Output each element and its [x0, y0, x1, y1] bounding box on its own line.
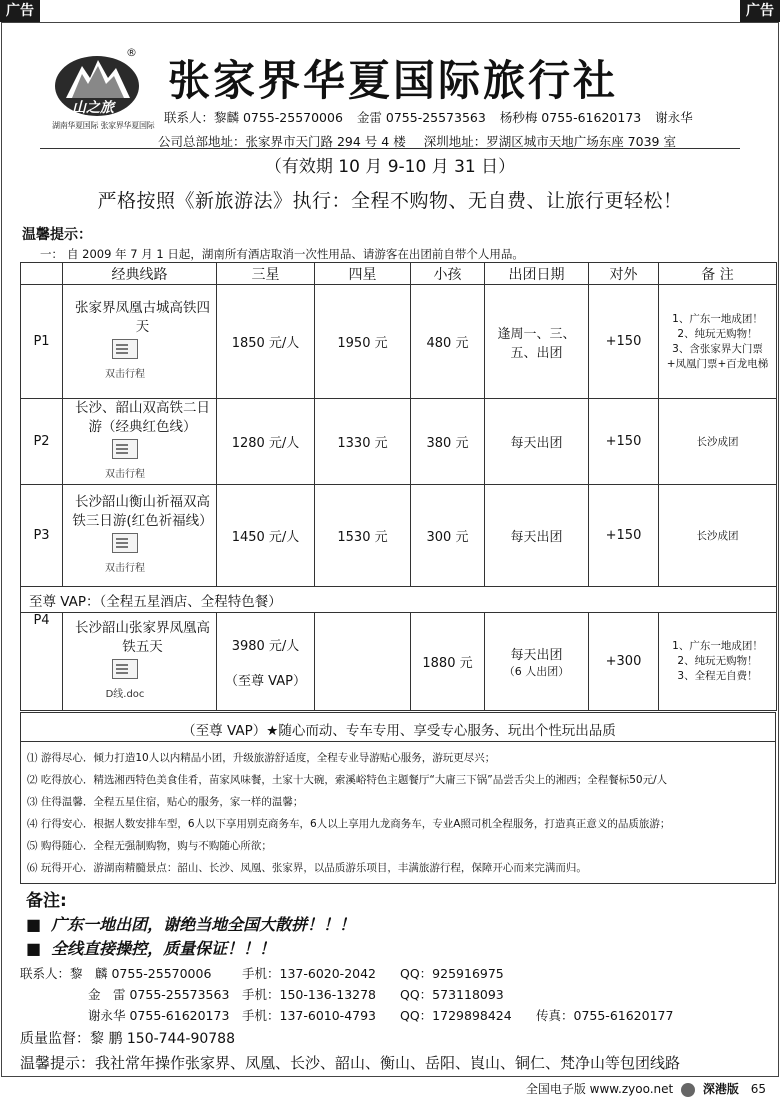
contact-mobile: 手机：137-6020-2042 — [242, 966, 377, 981]
contact-mobile: 手机：150-136-13278 — [242, 987, 377, 1002]
page-number: 65 — [750, 1082, 766, 1096]
remarks-cell — [659, 613, 777, 711]
footer-edition: 深港版 — [702, 1082, 739, 1096]
departure-dates-main: 每天出团 — [510, 648, 563, 663]
logo-wordmark: 山之旅 — [72, 100, 114, 116]
route-id: P1 — [21, 285, 63, 399]
route-name: 张家界凤凰古城高铁四天 — [75, 300, 210, 335]
bullet-text: 全线直接操控，质量保证！！！ — [51, 939, 276, 958]
vip-item: ⑵ 吃得放心．精选湘西特色美食佳肴，苗家风味餐，土家十大碗，索溪峪特色主题餐厅“大庸三下锅”品尝舌尖上的湘西；全程餐标50元/人 — [27, 774, 668, 786]
contact-fax: 传真：0755-61620177 — [536, 1008, 674, 1023]
price-four-star — [315, 613, 411, 711]
final-tip: 温馨提示：我社常年操作张家界、凤凰、长沙、韶山、衡山、岳阳、崀山、铜仁、梵净山等包团线路 — [20, 1054, 681, 1072]
price-vap: 3980 元/人 — [231, 638, 300, 654]
route-cell — [63, 485, 217, 587]
vap-note: 至尊 VAP：（全程五星酒店、全程特色餐） — [21, 587, 777, 613]
price-vap-note: （至尊 VAP） — [225, 673, 306, 689]
route-name: 长沙韶山衡山祈福双高铁三日游(红色祈福线） — [72, 494, 213, 529]
quality-supervision: 质量监督：黎 鹏 150-744-90788 — [20, 1031, 235, 1047]
page-footer — [526, 1080, 766, 1097]
header — [50, 40, 750, 152]
validity-period: （有效期 10 月 9-10 月 31 日） — [264, 157, 516, 177]
header-contact: 金雷 0755-25573563 — [356, 110, 486, 125]
hq-address: 公司总部地址：张家界市天门路 294 号 4 楼 — [158, 134, 406, 149]
vip-item: ⑷ 行得安心．根据人数安排车型，6人以下享用别克商务车，6人以上享用九龙商务车，专业A照司机全程服务，打造真正意义的品质旅游； — [27, 818, 671, 830]
price-four-star: 1950 元 — [315, 285, 411, 399]
document-icon — [112, 339, 138, 359]
price-three-star: 1280 元/人 — [217, 399, 315, 485]
departure-dates-sub: （6 人出团） — [503, 665, 570, 678]
vip-divider — [21, 741, 775, 742]
price-child: 380 元 — [411, 399, 485, 485]
routes-table — [20, 262, 777, 711]
departure-dates — [485, 613, 589, 711]
globe-icon — [681, 1083, 695, 1097]
header-cell — [21, 263, 63, 285]
route-name: 长沙、韶山双高铁二日游（经典红色线） — [75, 400, 210, 435]
company-name: 张家界华夏国际旅行社 — [168, 56, 619, 105]
external-surcharge: +150 — [589, 485, 659, 587]
remarks-section — [20, 884, 776, 1075]
remarks-bullet — [26, 913, 776, 937]
external-surcharge: +150 — [589, 399, 659, 485]
table-row — [21, 613, 777, 711]
contact-name: 联系人：黎 麟 0755-25570006 — [20, 966, 212, 981]
route-id: P2 — [21, 399, 63, 485]
departure-dates: 每天出团 — [485, 399, 589, 485]
route-cell — [63, 613, 217, 711]
ad-label-right: 广告 — [740, 0, 780, 22]
itinerary-doc-link[interactable] — [97, 533, 153, 578]
remarks-cell — [659, 285, 777, 399]
vip-list — [27, 747, 771, 879]
remark-line: 2、纯玩无购物！ — [677, 655, 758, 667]
price-four-star: 1330 元 — [315, 399, 411, 485]
tips-prefix: 一： — [40, 247, 63, 261]
price-four-star: 1530 元 — [315, 485, 411, 587]
header-cell: 备 注 — [659, 263, 777, 285]
contact-grid — [20, 963, 776, 1026]
ad-label-left: 广告 — [0, 0, 40, 22]
header-contact: 联系人：黎麟 0755-25570006 — [164, 110, 343, 125]
contact-row — [20, 1005, 776, 1026]
remark-line: 1、广东一地成团！ — [672, 312, 763, 325]
document-icon — [112, 439, 138, 459]
tips-text: 自 2009 年 7 月 1 日起，湖南所有酒店取消一次性用品、请游客在出团前自带个人用品。 — [67, 247, 524, 261]
doc-label: 双击行程 — [105, 469, 145, 480]
header-divider — [40, 148, 740, 149]
header-cell: 小孩 — [411, 263, 485, 285]
external-surcharge: +150 — [589, 285, 659, 399]
document-icon — [112, 659, 138, 679]
remarks-cell: 长沙成团 — [659, 399, 777, 485]
company-logo — [52, 48, 162, 130]
external-surcharge: +300 — [589, 613, 659, 711]
table-row — [21, 285, 777, 399]
header-cell: 出团日期 — [485, 263, 589, 285]
price-child: 1880 元 — [411, 613, 485, 711]
remarks-title: 备注: — [26, 891, 67, 911]
footer-site[interactable]: 全国电子版 www.zyoo.net — [525, 1082, 674, 1096]
header-cell: 四星 — [315, 263, 411, 285]
tips-title: 温馨提示： — [22, 227, 92, 243]
route-name: 长沙韶山张家界凤凰高铁五天 — [75, 620, 210, 655]
itinerary-doc-link[interactable] — [97, 659, 153, 704]
tips-line — [40, 246, 528, 262]
remark-line: 3、全程无自费！ — [677, 670, 758, 682]
square-bullet-icon: ■ — [26, 915, 42, 934]
price-three-star: 1450 元/人 — [217, 485, 315, 587]
header-cell: 对外 — [589, 263, 659, 285]
remarks-cell: 长沙成团 — [659, 485, 777, 587]
table-row — [21, 485, 777, 587]
bullet-text: 广东一地出团，谢绝当地全国大散拼！！！ — [51, 915, 356, 934]
table-header-row — [21, 263, 777, 285]
remark-line: 3、含张家界大门票+凤凰门票+百龙电梯 — [666, 342, 769, 370]
header-contact: 杨秒梅 0755-61620173 — [499, 110, 642, 125]
vap-note-row — [21, 587, 777, 613]
shenzhen-address: 深圳地址：罗湖区城市天地广场东座 7039 室 — [423, 134, 676, 149]
remark-line: 2、纯玩无购物！ — [677, 327, 758, 340]
price-child: 300 元 — [411, 485, 485, 587]
header-cell: 三星 — [217, 263, 315, 285]
remark-line: 1、广东一地成团！ — [672, 640, 763, 652]
contact-qq: QQ：573118093 — [400, 987, 504, 1002]
contact-name: 谢永华 0755-61620173 — [88, 1008, 230, 1023]
vip-item: ⑴ 游得尽心．倾力打造10人以内精品小团，升级旅游舒适度，全程专业导游贴心服务，游玩更尽兴； — [27, 752, 496, 764]
itinerary-doc-link[interactable] — [97, 339, 153, 384]
contact-qq: QQ：925916975 — [400, 966, 504, 981]
route-id: P4 — [21, 613, 63, 711]
document-icon — [112, 533, 138, 553]
remarks-bullet — [26, 937, 776, 961]
vip-item: ⑶ 住得温馨．全程五星住宿，贴心的服务，家一样的温馨； — [27, 796, 304, 808]
vip-service-block — [20, 712, 776, 884]
price-three-star: 1850 元/人 — [217, 285, 315, 399]
route-id: P3 — [21, 485, 63, 587]
vip-item: ⑸ 购得随心．全程无强制购物，购与不购随心所欲； — [27, 840, 272, 852]
contact-row — [20, 984, 776, 1005]
route-cell — [63, 399, 217, 485]
header-cell: 经典线路 — [63, 263, 217, 285]
departure-dates: 逢周一、三、五、出团 — [485, 285, 589, 399]
square-bullet-icon: ■ — [26, 939, 42, 958]
doc-label: D线.doc — [105, 689, 145, 700]
price-child: 480 元 — [411, 285, 485, 399]
header-contacts — [164, 108, 703, 126]
price-three-star — [217, 613, 315, 711]
departure-dates: 每天出团 — [485, 485, 589, 587]
logo-subtitle: 湖南华夏国际 张家界华夏国际 — [52, 121, 155, 130]
contact-name: 金 雷 0755-25573563 — [88, 987, 230, 1002]
vip-title: （至尊 VAP）★随心而动、专车专用、享受专心服务、玩出个性玩出品质 — [182, 723, 616, 739]
contact-qq: QQ：1729898424 — [400, 1008, 512, 1023]
doc-label: 双击行程 — [105, 563, 145, 574]
contact-row — [20, 963, 776, 984]
route-cell — [63, 285, 217, 399]
contact-mobile: 手机：137-6010-4793 — [242, 1008, 377, 1023]
registered-mark: ® — [126, 46, 137, 59]
itinerary-doc-link[interactable] — [97, 439, 153, 484]
slogan: 严格按照《新旅游法》执行：全程不购物、无自费、让旅行更轻松！ — [97, 190, 683, 212]
doc-label: 双击行程 — [105, 369, 145, 380]
table-row — [21, 399, 777, 485]
header-contact: 谢永华 — [655, 110, 693, 125]
vip-item: ⑹ 玩得开心．游湖南精髓景点：韶山、长沙、凤凰、张家界，以品质游乐项目，丰满旅游行程，保障开心而来完满而归。 — [27, 862, 587, 874]
